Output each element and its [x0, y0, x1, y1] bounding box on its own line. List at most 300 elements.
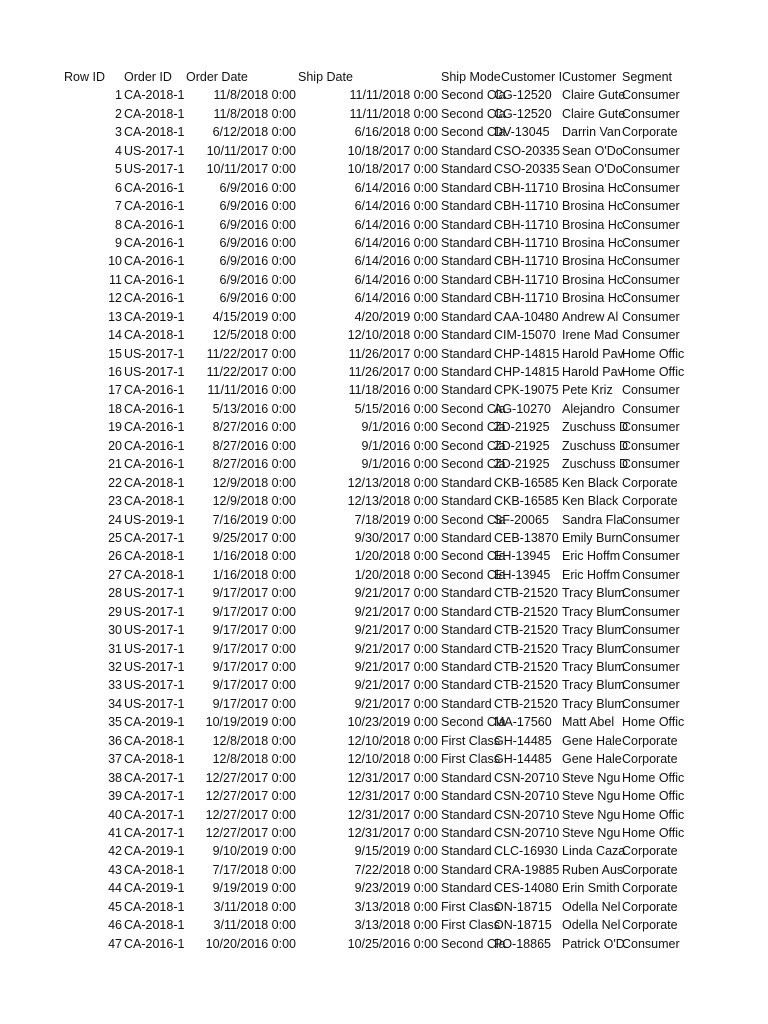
- order-date-cell[interactable]: 4/15/2019 0:00: [212, 309, 296, 324]
- order-id-cell[interactable]: CA-2018-1: [124, 549, 185, 564]
- segment-cell[interactable]: Corporate: [622, 733, 678, 748]
- row-id-cell[interactable]: 45: [108, 899, 122, 914]
- ship-date-cell[interactable]: 9/21/2017 0:00: [354, 604, 438, 619]
- ship-mode-cell[interactable]: Second Cla: [441, 420, 506, 435]
- row-id-cell[interactable]: 14: [108, 328, 122, 343]
- ship-mode-cell[interactable]: Standard: [441, 365, 492, 379]
- segment-cell[interactable]: Consumer: [622, 604, 680, 619]
- ship-mode-cell[interactable]: Second Cla: [441, 401, 506, 416]
- customer-name-cell[interactable]: Emily Burn: [562, 530, 623, 545]
- ship-mode-cell[interactable]: Standard: [441, 789, 492, 804]
- ship-date-cell[interactable]: 6/14/2016 0:00: [354, 235, 438, 250]
- customer-id-cell[interactable]: CBH-11710: [494, 272, 559, 287]
- segment-cell[interactable]: Consumer: [622, 641, 680, 656]
- ship-mode-cell[interactable]: Standard: [441, 346, 492, 361]
- row-id-cell[interactable]: 3: [115, 125, 122, 140]
- customer-name-cell[interactable]: Harold Pav: [562, 346, 624, 361]
- segment-cell[interactable]: Corporate: [622, 881, 678, 896]
- row-id-cell[interactable]: 7: [115, 199, 122, 214]
- ship-date-cell[interactable]: 6/14/2016 0:00: [354, 272, 438, 287]
- ship-date-cell[interactable]: 9/1/2016 0:00: [361, 438, 438, 453]
- ship-date-cell[interactable]: 11/18/2016 0:00: [348, 383, 438, 398]
- customer-name-cell[interactable]: Tracy Blum: [562, 641, 625, 656]
- ship-date-cell[interactable]: 11/26/2017 0:00: [348, 346, 438, 361]
- customer-name-cell[interactable]: Steve Ngu: [562, 770, 621, 785]
- customer-id-cell[interactable]: PO-18865: [494, 936, 551, 951]
- row-id-cell[interactable]: 47: [108, 936, 122, 951]
- order-date-cell[interactable]: 10/11/2017 0:00: [206, 162, 296, 177]
- ship-mode-cell[interactable]: Second Cla: [441, 88, 506, 103]
- segment-cell[interactable]: Home Offic: [622, 346, 685, 361]
- ship-date-cell[interactable]: 9/23/2019 0:00: [354, 881, 438, 896]
- row-id-cell[interactable]: 24: [108, 512, 122, 527]
- ship-mode-cell[interactable]: Standard: [441, 291, 492, 306]
- segment-cell[interactable]: Consumer: [622, 457, 680, 472]
- ship-mode-cell[interactable]: First Class: [441, 752, 501, 767]
- customer-name-cell[interactable]: Irene Mad: [562, 328, 619, 343]
- order-id-cell[interactable]: US-2017-1: [124, 660, 185, 674]
- ship-date-cell[interactable]: 9/15/2019 0:00: [354, 844, 438, 859]
- order-id-cell[interactable]: CA-2016-1: [124, 235, 185, 250]
- order-id-cell[interactable]: CA-2018-1: [124, 899, 185, 914]
- row-id-cell[interactable]: 22: [108, 475, 122, 490]
- order-date-cell[interactable]: 7/16/2019 0:00: [212, 512, 296, 527]
- customer-name-cell[interactable]: Brosina Hc: [562, 235, 624, 250]
- segment-cell[interactable]: Consumer: [622, 567, 680, 582]
- order-id-cell[interactable]: CA-2016-1: [124, 936, 185, 951]
- ship-mode-cell[interactable]: Standard: [441, 254, 492, 269]
- customer-id-cell[interactable]: CSN-20710: [494, 770, 560, 785]
- order-id-cell[interactable]: CA-2018-1: [124, 733, 185, 748]
- order-date-cell[interactable]: 11/8/2018 0:00: [213, 106, 296, 121]
- header-ship-date[interactable]: Ship Date: [298, 70, 353, 84]
- ship-date-cell[interactable]: 6/14/2016 0:00: [354, 180, 438, 195]
- ship-date-cell[interactable]: 11/26/2017 0:00: [348, 365, 438, 379]
- ship-date-cell[interactable]: 10/25/2016 0:00: [347, 936, 438, 951]
- ship-date-cell[interactable]: 12/31/2017 0:00: [347, 789, 438, 804]
- order-id-cell[interactable]: CA-2016-1: [124, 438, 185, 453]
- customer-id-cell[interactable]: SF-20065: [494, 512, 549, 527]
- customer-name-cell[interactable]: Tracy Blum: [562, 586, 625, 601]
- ship-date-cell[interactable]: 10/18/2017 0:00: [347, 162, 438, 177]
- customer-name-cell[interactable]: Steve Ngu: [562, 825, 621, 840]
- order-date-cell[interactable]: 12/8/2018 0:00: [212, 733, 296, 748]
- order-id-cell[interactable]: US-2017-1: [124, 365, 185, 379]
- customer-id-cell[interactable]: DV-13045: [494, 125, 550, 140]
- customer-id-cell[interactable]: CSN-20710: [494, 789, 560, 804]
- segment-cell[interactable]: Consumer: [622, 660, 680, 674]
- order-id-cell[interactable]: US-2019-1: [124, 512, 185, 527]
- segment-cell[interactable]: Home Offic: [622, 807, 685, 822]
- order-id-cell[interactable]: CA-2016-1: [124, 199, 185, 214]
- row-id-cell[interactable]: 33: [108, 678, 122, 693]
- row-id-cell[interactable]: 20: [108, 438, 122, 453]
- customer-name-cell[interactable]: Sean O'Do: [562, 162, 623, 177]
- row-id-cell[interactable]: 1: [115, 88, 122, 103]
- order-date-cell[interactable]: 11/11/2016 0:00: [207, 383, 296, 398]
- customer-id-cell[interactable]: CBH-11710: [494, 254, 559, 269]
- ship-date-cell[interactable]: 10/18/2017 0:00: [347, 143, 438, 158]
- ship-mode-cell[interactable]: Second Cla: [441, 715, 506, 730]
- order-id-cell[interactable]: US-2017-1: [124, 641, 185, 656]
- order-date-cell[interactable]: 8/27/2016 0:00: [212, 438, 296, 453]
- ship-mode-cell[interactable]: Second Cla: [441, 125, 506, 140]
- header-ship-mode[interactable]: Ship Mode: [441, 70, 501, 84]
- order-date-cell[interactable]: 3/11/2018 0:00: [213, 899, 296, 914]
- customer-name-cell[interactable]: Harold Pav: [562, 365, 624, 379]
- row-id-cell[interactable]: 26: [108, 549, 122, 564]
- customer-name-cell[interactable]: Linda Caza: [562, 844, 626, 859]
- order-date-cell[interactable]: 8/27/2016 0:00: [212, 457, 296, 472]
- customer-id-cell[interactable]: ZD-21925: [494, 420, 550, 435]
- order-id-cell[interactable]: CA-2018-1: [124, 106, 185, 121]
- customer-id-cell[interactable]: EH-13945: [494, 567, 551, 582]
- customer-name-cell[interactable]: Tracy Blum: [562, 604, 625, 619]
- ship-mode-cell[interactable]: Standard: [441, 180, 492, 195]
- row-id-cell[interactable]: 34: [108, 696, 122, 711]
- segment-cell[interactable]: Consumer: [622, 143, 680, 158]
- segment-cell[interactable]: Consumer: [622, 401, 680, 416]
- order-id-cell[interactable]: CA-2016-1: [124, 291, 185, 306]
- row-id-cell[interactable]: 16: [108, 365, 122, 379]
- row-id-cell[interactable]: 38: [108, 770, 122, 785]
- segment-cell[interactable]: Corporate: [622, 475, 678, 490]
- customer-name-cell[interactable]: Odella Nel: [562, 918, 621, 933]
- ship-mode-cell[interactable]: Second Cla: [441, 457, 506, 472]
- row-id-cell[interactable]: 11: [109, 272, 122, 287]
- ship-mode-cell[interactable]: Standard: [441, 770, 492, 785]
- segment-cell[interactable]: Consumer: [622, 106, 680, 121]
- row-id-cell[interactable]: 37: [108, 752, 122, 767]
- ship-mode-cell[interactable]: Standard: [441, 217, 492, 232]
- row-id-cell[interactable]: 39: [108, 789, 122, 804]
- segment-cell[interactable]: Consumer: [622, 549, 680, 564]
- ship-mode-cell[interactable]: Standard: [441, 475, 492, 490]
- order-date-cell[interactable]: 12/27/2017 0:00: [205, 770, 296, 785]
- order-date-cell[interactable]: 10/11/2017 0:00: [206, 143, 296, 158]
- order-id-cell[interactable]: CA-2016-1: [124, 217, 185, 232]
- customer-id-cell[interactable]: ZD-21925: [494, 457, 550, 472]
- order-id-cell[interactable]: CA-2017-1: [124, 530, 185, 545]
- row-id-cell[interactable]: 30: [108, 623, 122, 638]
- ship-mode-cell[interactable]: Second Cla: [441, 567, 506, 582]
- order-id-cell[interactable]: CA-2017-1: [124, 770, 185, 785]
- customer-id-cell[interactable]: CTB-21520: [494, 696, 558, 711]
- customer-id-cell[interactable]: CBH-11710: [494, 199, 559, 214]
- order-id-cell[interactable]: CA-2018-1: [124, 862, 185, 877]
- customer-name-cell[interactable]: Sean O'Do: [562, 143, 623, 158]
- segment-cell[interactable]: Corporate: [622, 862, 678, 877]
- segment-cell[interactable]: Corporate: [622, 125, 678, 140]
- customer-name-cell[interactable]: Tracy Blum: [562, 696, 625, 711]
- segment-cell[interactable]: Corporate: [622, 752, 678, 767]
- header-customer-name[interactable]: Customer: [562, 70, 617, 84]
- order-id-cell[interactable]: CA-2018-1: [124, 475, 185, 490]
- segment-cell[interactable]: Home Offic: [622, 825, 685, 840]
- order-id-cell[interactable]: CA-2017-1: [124, 807, 185, 822]
- header-order-id[interactable]: Order ID: [124, 70, 172, 84]
- order-id-cell[interactable]: CA-2016-1: [124, 420, 185, 435]
- row-id-cell[interactable]: 42: [108, 844, 122, 859]
- customer-id-cell[interactable]: GH-14485: [494, 733, 552, 748]
- customer-id-cell[interactable]: CBH-11710: [494, 291, 559, 306]
- segment-cell[interactable]: Corporate: [622, 494, 678, 509]
- ship-date-cell[interactable]: 12/31/2017 0:00: [347, 825, 438, 840]
- customer-name-cell[interactable]: Matt Abel: [562, 715, 615, 730]
- customer-name-cell[interactable]: Odella Nel: [562, 899, 621, 914]
- order-id-cell[interactable]: US-2017-1: [124, 162, 185, 177]
- customer-id-cell[interactable]: ON-18715: [494, 899, 552, 914]
- ship-date-cell[interactable]: 9/21/2017 0:00: [354, 623, 438, 638]
- segment-cell[interactable]: Consumer: [622, 678, 680, 693]
- ship-mode-cell[interactable]: Standard: [441, 162, 492, 177]
- customer-id-cell[interactable]: CPK-19075: [494, 383, 559, 398]
- ship-date-cell[interactable]: 12/31/2017 0:00: [347, 770, 438, 785]
- customer-id-cell[interactable]: CRA-19885: [494, 862, 560, 877]
- order-date-cell[interactable]: 10/19/2019 0:00: [205, 715, 296, 730]
- segment-cell[interactable]: Consumer: [622, 254, 680, 269]
- ship-date-cell[interactable]: 9/21/2017 0:00: [354, 660, 438, 674]
- segment-cell[interactable]: Home Offic: [622, 789, 685, 804]
- segment-cell[interactable]: Consumer: [622, 291, 680, 306]
- header-order-date[interactable]: Order Date: [186, 70, 248, 84]
- row-id-cell[interactable]: 23: [108, 494, 122, 509]
- ship-date-cell[interactable]: 4/20/2019 0:00: [354, 309, 438, 324]
- customer-id-cell[interactable]: CTB-21520: [494, 623, 558, 638]
- ship-mode-cell[interactable]: Standard: [441, 309, 492, 324]
- order-date-cell[interactable]: 1/16/2018 0:00: [212, 549, 296, 564]
- ship-date-cell[interactable]: 7/18/2019 0:00: [354, 512, 438, 527]
- customer-id-cell[interactable]: CBH-11710: [494, 217, 559, 232]
- customer-name-cell[interactable]: Brosina Hc: [562, 199, 624, 214]
- customer-id-cell[interactable]: ZD-21925: [494, 438, 550, 453]
- ship-date-cell[interactable]: 9/21/2017 0:00: [354, 641, 438, 656]
- order-date-cell[interactable]: 11/22/2017 0:00: [206, 346, 296, 361]
- customer-id-cell[interactable]: EH-13945: [494, 549, 551, 564]
- segment-cell[interactable]: Consumer: [622, 586, 680, 601]
- customer-id-cell[interactable]: GH-14485: [494, 752, 552, 767]
- row-id-cell[interactable]: 5: [115, 162, 122, 177]
- row-id-cell[interactable]: 32: [108, 660, 122, 674]
- order-id-cell[interactable]: CA-2018-1: [124, 918, 185, 933]
- row-id-cell[interactable]: 15: [108, 346, 122, 361]
- ship-date-cell[interactable]: 12/10/2018 0:00: [347, 733, 438, 748]
- customer-name-cell[interactable]: Zuschuss D: [562, 438, 628, 453]
- segment-cell[interactable]: Consumer: [622, 235, 680, 250]
- ship-mode-cell[interactable]: Standard: [441, 660, 492, 674]
- customer-id-cell[interactable]: CG-12520: [494, 88, 552, 103]
- ship-date-cell[interactable]: 6/14/2016 0:00: [354, 291, 438, 306]
- ship-mode-cell[interactable]: Standard: [441, 862, 492, 877]
- row-id-cell[interactable]: 27: [108, 567, 122, 582]
- ship-mode-cell[interactable]: Standard: [441, 586, 492, 601]
- customer-id-cell[interactable]: CKB-16585: [494, 494, 559, 509]
- segment-cell[interactable]: Consumer: [622, 180, 680, 195]
- order-id-cell[interactable]: CA-2016-1: [124, 457, 185, 472]
- ship-date-cell[interactable]: 3/13/2018 0:00: [354, 918, 438, 933]
- segment-cell[interactable]: Home Offic: [622, 715, 685, 730]
- customer-name-cell[interactable]: Sandra Fla: [562, 512, 624, 527]
- order-id-cell[interactable]: CA-2018-1: [124, 125, 185, 140]
- row-id-cell[interactable]: 46: [108, 918, 122, 933]
- customer-name-cell[interactable]: Zuschuss D: [562, 457, 628, 472]
- order-date-cell[interactable]: 12/27/2017 0:00: [205, 789, 296, 804]
- ship-mode-cell[interactable]: Standard: [441, 235, 492, 250]
- header-row-id[interactable]: Row ID: [64, 70, 105, 84]
- customer-id-cell[interactable]: CSO-20335: [494, 162, 561, 177]
- customer-name-cell[interactable]: Ruben Aus: [562, 862, 624, 877]
- ship-mode-cell[interactable]: Standard: [441, 604, 492, 619]
- segment-cell[interactable]: Consumer: [622, 328, 680, 343]
- order-id-cell[interactable]: CA-2016-1: [124, 401, 185, 416]
- ship-date-cell[interactable]: 6/14/2016 0:00: [354, 254, 438, 269]
- order-id-cell[interactable]: US-2017-1: [124, 604, 185, 619]
- segment-cell[interactable]: Home Offic: [622, 770, 685, 785]
- row-id-cell[interactable]: 10: [108, 254, 122, 269]
- ship-date-cell[interactable]: 12/31/2017 0:00: [347, 807, 438, 822]
- segment-cell[interactable]: Corporate: [622, 918, 678, 933]
- customer-id-cell[interactable]: CTB-21520: [494, 604, 558, 619]
- order-id-cell[interactable]: CA-2018-1: [124, 88, 185, 103]
- ship-mode-cell[interactable]: Second Cla: [441, 512, 506, 527]
- order-date-cell[interactable]: 6/9/2016 0:00: [219, 272, 296, 287]
- customer-name-cell[interactable]: Eric Hoffm: [562, 567, 621, 582]
- row-id-cell[interactable]: 6: [115, 180, 122, 195]
- customer-name-cell[interactable]: Tracy Blum: [562, 660, 625, 674]
- customer-name-cell[interactable]: Eric Hoffm: [562, 549, 621, 564]
- order-date-cell[interactable]: 12/5/2018 0:00: [212, 328, 296, 343]
- order-id-cell[interactable]: CA-2017-1: [124, 825, 185, 840]
- ship-date-cell[interactable]: 6/14/2016 0:00: [354, 217, 438, 232]
- segment-cell[interactable]: Consumer: [622, 420, 680, 435]
- order-id-cell[interactable]: CA-2016-1: [124, 180, 185, 195]
- order-date-cell[interactable]: 9/19/2019 0:00: [212, 881, 296, 896]
- order-id-cell[interactable]: US-2017-1: [124, 696, 185, 711]
- customer-name-cell[interactable]: Gene Hale: [562, 733, 622, 748]
- ship-mode-cell[interactable]: First Class: [441, 899, 501, 914]
- ship-date-cell[interactable]: 12/10/2018 0:00: [347, 752, 438, 767]
- order-date-cell[interactable]: 10/20/2016 0:00: [205, 936, 296, 951]
- customer-name-cell[interactable]: Brosina Hc: [562, 217, 624, 232]
- customer-id-cell[interactable]: CHP-14815: [494, 365, 560, 379]
- segment-cell[interactable]: Corporate: [622, 899, 678, 914]
- order-date-cell[interactable]: 9/17/2017 0:00: [212, 678, 296, 693]
- ship-date-cell[interactable]: 12/10/2018 0:00: [347, 328, 438, 343]
- order-date-cell[interactable]: 1/16/2018 0:00: [212, 567, 296, 582]
- row-id-cell[interactable]: 13: [108, 309, 122, 324]
- ship-date-cell[interactable]: 12/13/2018 0:00: [347, 494, 438, 509]
- ship-mode-cell[interactable]: Standard: [441, 844, 492, 859]
- order-date-cell[interactable]: 9/17/2017 0:00: [212, 641, 296, 656]
- header-customer-id[interactable]: Customer I: [501, 70, 563, 84]
- row-id-cell[interactable]: 28: [108, 586, 122, 601]
- segment-cell[interactable]: Corporate: [622, 844, 678, 859]
- ship-date-cell[interactable]: 9/1/2016 0:00: [361, 457, 438, 472]
- customer-id-cell[interactable]: MA-17560: [494, 715, 552, 730]
- segment-cell[interactable]: Consumer: [622, 512, 680, 527]
- segment-cell[interactable]: Consumer: [622, 217, 680, 232]
- customer-id-cell[interactable]: CHP-14815: [494, 346, 560, 361]
- customer-name-cell[interactable]: Brosina Hc: [562, 254, 624, 269]
- ship-mode-cell[interactable]: Standard: [441, 383, 492, 398]
- order-id-cell[interactable]: US-2017-1: [124, 678, 185, 693]
- customer-id-cell[interactable]: CBH-11710: [494, 235, 559, 250]
- ship-mode-cell[interactable]: Standard: [441, 494, 492, 509]
- ship-mode-cell[interactable]: Standard: [441, 825, 492, 840]
- row-id-cell[interactable]: 44: [108, 881, 122, 896]
- customer-name-cell[interactable]: Steve Ngu: [562, 789, 621, 804]
- order-date-cell[interactable]: 6/12/2018 0:00: [212, 125, 296, 140]
- customer-name-cell[interactable]: Gene Hale: [562, 752, 622, 767]
- order-date-cell[interactable]: 6/9/2016 0:00: [219, 254, 296, 269]
- row-id-cell[interactable]: 9: [115, 235, 122, 250]
- ship-date-cell[interactable]: 1/20/2018 0:00: [354, 549, 438, 564]
- order-id-cell[interactable]: CA-2019-1: [124, 844, 185, 859]
- segment-cell[interactable]: Consumer: [622, 199, 680, 214]
- customer-id-cell[interactable]: CAA-10480: [494, 309, 559, 324]
- ship-mode-cell[interactable]: Standard: [441, 623, 492, 638]
- customer-name-cell[interactable]: Brosina Hc: [562, 272, 624, 287]
- segment-cell[interactable]: Consumer: [622, 383, 680, 398]
- segment-cell[interactable]: Consumer: [622, 438, 680, 453]
- order-date-cell[interactable]: 9/10/2019 0:00: [212, 844, 296, 859]
- order-date-cell[interactable]: 9/17/2017 0:00: [212, 660, 296, 674]
- customer-id-cell[interactable]: CTB-21520: [494, 660, 558, 674]
- row-id-cell[interactable]: 21: [108, 457, 122, 472]
- ship-mode-cell[interactable]: Standard: [441, 641, 492, 656]
- segment-cell[interactable]: Consumer: [622, 309, 680, 324]
- order-id-cell[interactable]: US-2017-1: [124, 586, 185, 601]
- ship-mode-cell[interactable]: Second Cla: [441, 549, 506, 564]
- ship-date-cell[interactable]: 7/22/2018 0:00: [354, 862, 438, 877]
- customer-name-cell[interactable]: Alejandro: [562, 401, 615, 416]
- ship-mode-cell[interactable]: Standard: [441, 328, 492, 343]
- row-id-cell[interactable]: 35: [108, 715, 122, 730]
- ship-mode-cell[interactable]: Standard: [441, 199, 492, 214]
- segment-cell[interactable]: Consumer: [622, 696, 680, 711]
- customer-name-cell[interactable]: Steve Ngu: [562, 807, 621, 822]
- order-id-cell[interactable]: US-2017-1: [124, 143, 185, 158]
- ship-date-cell[interactable]: 11/11/2018 0:00: [349, 88, 438, 103]
- order-date-cell[interactable]: 9/17/2017 0:00: [212, 604, 296, 619]
- customer-id-cell[interactable]: CBH-11710: [494, 180, 559, 195]
- row-id-cell[interactable]: 18: [108, 401, 122, 416]
- order-id-cell[interactable]: CA-2018-1: [124, 328, 185, 343]
- order-date-cell[interactable]: 12/27/2017 0:00: [205, 825, 296, 840]
- segment-cell[interactable]: Consumer: [622, 162, 680, 177]
- order-date-cell[interactable]: 7/17/2018 0:00: [212, 862, 296, 877]
- row-id-cell[interactable]: 41: [108, 825, 122, 840]
- ship-mode-cell[interactable]: Standard: [441, 143, 492, 158]
- ship-date-cell[interactable]: 1/20/2018 0:00: [354, 567, 438, 582]
- segment-cell[interactable]: Consumer: [622, 530, 680, 545]
- order-id-cell[interactable]: CA-2019-1: [124, 309, 185, 324]
- ship-mode-cell[interactable]: Standard: [441, 696, 492, 711]
- order-id-cell[interactable]: US-2017-1: [124, 346, 185, 361]
- ship-mode-cell[interactable]: Standard: [441, 530, 492, 545]
- customer-name-cell[interactable]: Brosina Hc: [562, 291, 624, 306]
- customer-name-cell[interactable]: Zuschuss D: [562, 420, 628, 435]
- ship-date-cell[interactable]: 12/13/2018 0:00: [347, 475, 438, 490]
- order-date-cell[interactable]: 5/13/2016 0:00: [212, 401, 296, 416]
- customer-id-cell[interactable]: CTB-21520: [494, 641, 558, 656]
- customer-name-cell[interactable]: Tracy Blum: [562, 678, 625, 693]
- segment-cell[interactable]: Consumer: [622, 936, 680, 951]
- row-id-cell[interactable]: 8: [115, 217, 122, 232]
- row-id-cell[interactable]: 31: [108, 641, 122, 656]
- ship-date-cell[interactable]: 11/11/2018 0:00: [349, 106, 438, 121]
- row-id-cell[interactable]: 40: [108, 807, 122, 822]
